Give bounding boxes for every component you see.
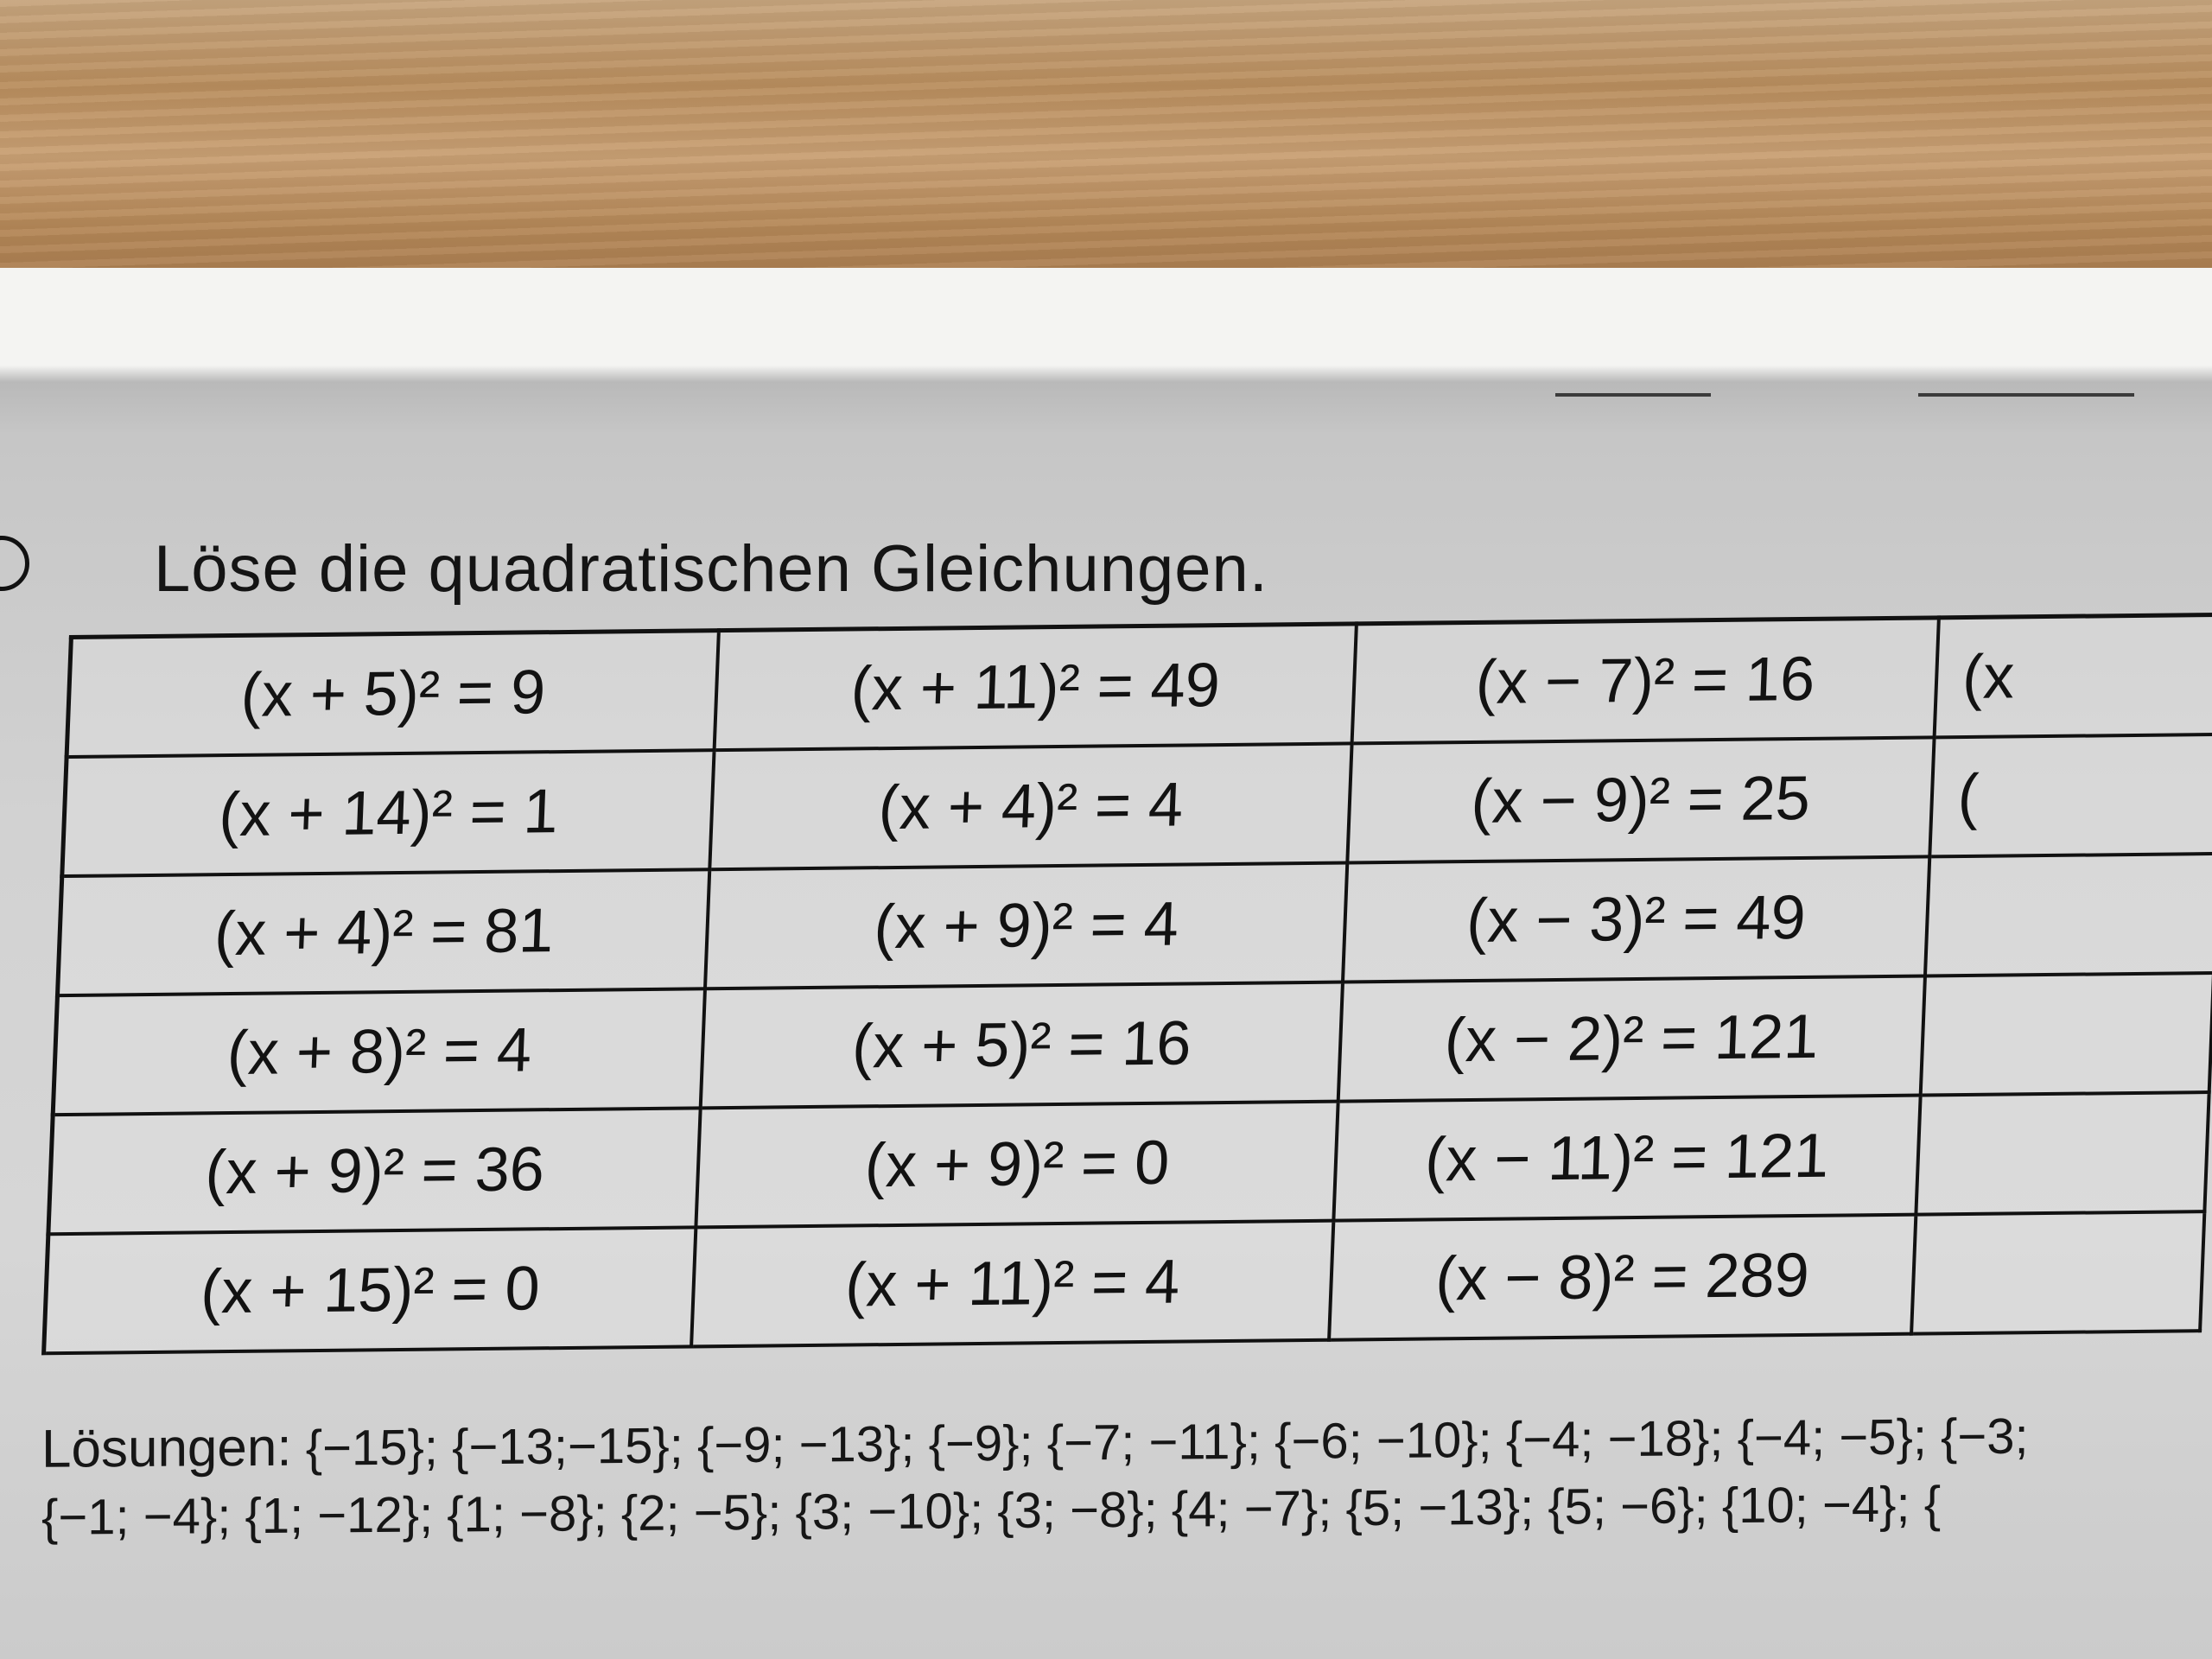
equation-row [53,973,2212,1115]
equation-cell [1925,854,2212,976]
equation-cell: (x + 9)² = 4 [705,863,1347,989]
equation-cell: (x + 11)² = 49 [715,624,1357,750]
equation-row [62,734,2212,876]
equation-table-wrapper [41,613,2177,1378]
wooden-desk [0,0,2212,285]
equation-row [44,1211,2205,1353]
exercise-title: Löse die quadratischen Gleichungen. [154,532,1268,606]
equation-table-body [44,614,2212,1353]
equation-cell: (x + 5)² = 16 [701,982,1343,1109]
equation-cell [1911,1211,2204,1334]
equation-cell [1916,1092,2209,1215]
answer-line [1555,393,1711,397]
solutions-line-2: {−1; −4}; {1; −12}; {1; −8}; {2; −5}; {3; −10}; {3; −8}; {4; −7}; {5; −13}; {5; −6}; {10; −4}; { [41,1476,1942,1546]
equation-cell: (x − 8)² = 289 [1329,1215,1916,1340]
equation-cell: (x + 4)² = 4 [710,743,1352,869]
solutions-block [41,1401,2202,1554]
equation-cell: (x + 14)² = 1 [62,750,715,876]
equation-cell: (x + 8)² = 4 [53,988,705,1115]
equation-cell: (x + 15)² = 0 [44,1227,696,1353]
equation-cell: ( [1929,734,2212,857]
equation-cell: (x + 5)² = 9 [67,631,719,757]
equation-cell: (x − 3)² = 49 [1343,856,1930,982]
equation-cell: (x + 11)² = 4 [692,1221,1334,1347]
equation-cell: (x + 9)² = 0 [696,1102,1338,1228]
equation-cell: (x [1935,614,2212,737]
equation-table [41,613,2212,1356]
equation-row [48,1092,2209,1234]
equation-cell: (x − 2)² = 121 [1338,976,1925,1102]
answer-line [1918,393,2134,397]
equation-cell: (x − 9)² = 25 [1347,737,1935,862]
equation-cell: (x − 7)² = 16 [1351,618,1939,744]
solutions-values-1: {−15}; {−13;−15}; {−9; −13}; {−9}; {−7; −11}; {−6; −10}; {−4; −18}; {−4; −5}; {−3; [305,1408,2029,1477]
solutions-label: Lösungen: [41,1417,292,1479]
equation-cell: (x − 11)² = 121 [1333,1096,1921,1221]
equation-row [67,614,2212,757]
equation-cell: (x + 4)² = 81 [57,869,709,995]
equation-cell: (x + 9)² = 36 [48,1108,701,1234]
equation-cell [1921,973,2212,1096]
equation-row [57,854,2212,995]
